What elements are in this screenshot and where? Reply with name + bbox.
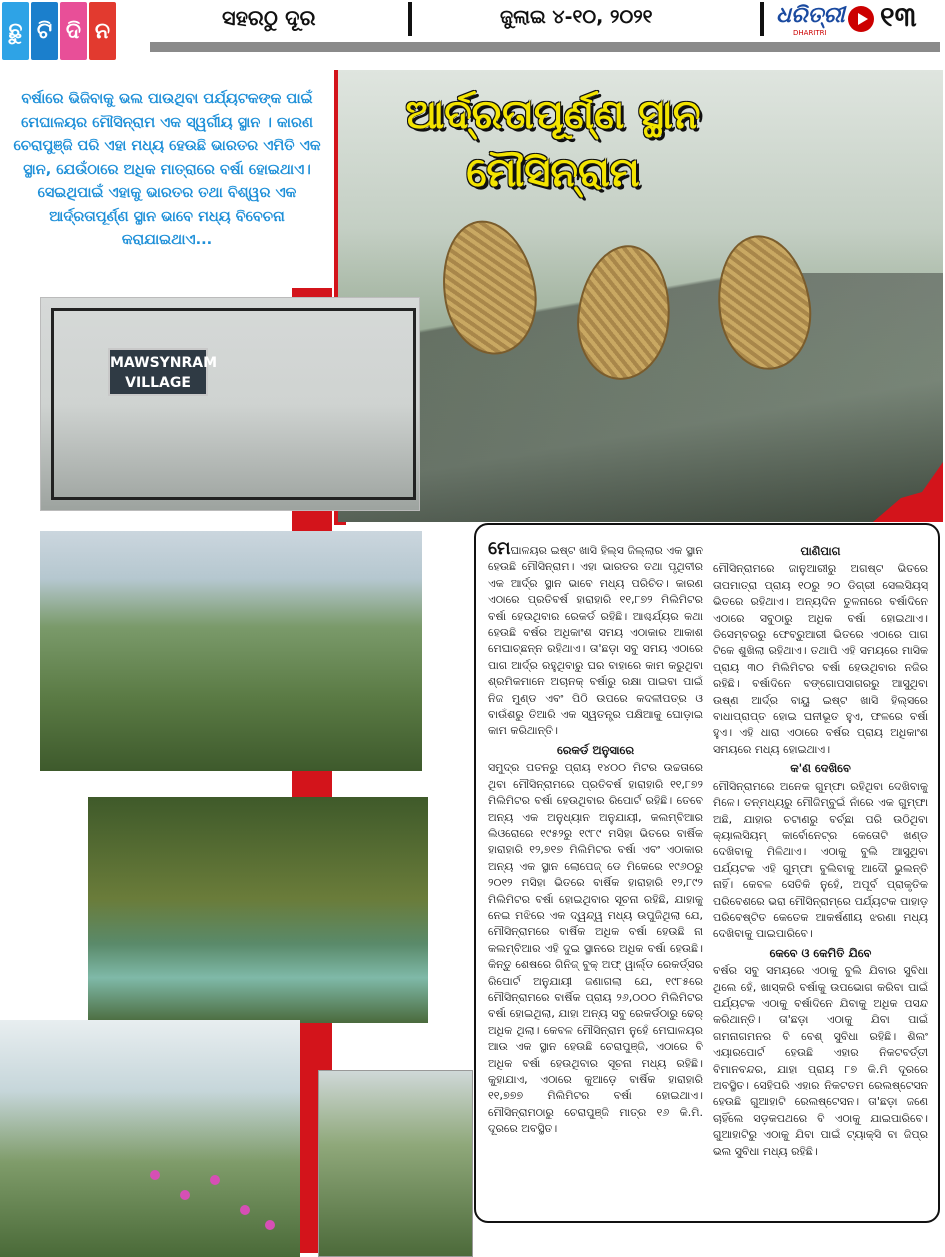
- flower: [240, 1205, 250, 1215]
- headline: [338, 86, 768, 202]
- subheading: ରେକର୍ଡ ଅନୁସାରେ: [556, 742, 635, 757]
- section-tile: ଟି: [31, 2, 58, 60]
- section-tiles: [2, 2, 116, 60]
- section-title: ସହରଠୁ ଦୂର: [222, 6, 316, 30]
- red-splash: [873, 462, 943, 522]
- header-divider: [760, 2, 764, 36]
- basket-umbrella: [432, 213, 546, 362]
- hero-image: [338, 70, 943, 522]
- article-column-1: [488, 541, 703, 1211]
- issue-date: ଜୁଲାଇ ୪-୧୦, ୨୦୨୧: [500, 6, 653, 28]
- basket-umbrella: [571, 241, 677, 385]
- page-header: [0, 0, 945, 62]
- root-bridge-photo: [88, 797, 428, 1023]
- article-paragraph: ମୌସିନ୍‌ରାମରେ ଜାନୁଆରୀରୁ ଅଗଷ୍ଟ ଭିତରେ ତାପମାତ୍ରା ପ୍ରାୟ ୧୦ରୁ ୨୦ ଡିଗ୍ରୀ ସେଲସିୟସ୍ ଭିତରେ ରହିଥାଏ। ଅନ୍ୟଦିନ ତୁଳନାରେ ବର୍ଷାଦିନେ ଏଠାରେ ସବୁଠାରୁ ଅଧିକ ବର୍ଷା ହୋଇଥାଏ। ଡିସେମ୍ବରରୁ ଫେବ୍ରୁଆରୀ ଭିତରେ ଏଠାରେ ପାଗ ଟିକେ ଶୁଖିଲା ରହିଥାଏ। ତଥାପି ଏହି ସମୟରେ ମାସିକ ପ୍ରାୟ ୩୦ ମିଲିମିଟର ବର୍ଷା ହେଉଥିବାର ନଜିର ରହିଛି। ବର୍ଷାଦିନେ ବଙ୍ଗୋପସାଗରରୁ ଆସୁଥିବା ଉଷ୍ଣ ଆର୍ଦ୍ର ବାୟୁ ଇଷ୍ଟ ଖାସି ହିଲ୍ସରେ ବାଧାପ୍ରାପ୍ତ ହୋଇ ଘନୀଭୂତ ହୁଏ, ଫଳରେ ବର୍ଷା ହୁଏ। ଏହି ଧାରା ଏଠାରେ ବର୍ଷର ପ୍ରାୟ ଅଧିକାଂଶ ସମୟରେ ମଧ୍ୟ ହୋଇଥାଏ।: [713, 562, 928, 756]
- photo-frame: [51, 308, 416, 500]
- headline-line-1: ଆର୍ଦ୍ରତାପୂର୍ଣ୍ଣ ସ୍ଥାନ: [405, 92, 701, 138]
- subheading: କେବେ ଓ କେମିତି ଯିବେ: [769, 945, 872, 960]
- section-tile: ଛୁ: [2, 2, 29, 60]
- basket-umbrella: [709, 229, 819, 375]
- section-tile: ଦି: [60, 2, 87, 60]
- header-rule: [150, 42, 940, 52]
- page-number: ୧୩: [880, 0, 917, 33]
- intro-blurb: ବର୍ଷାରେ ଭିଜିବାକୁ ଭଲ ପାଉଥିବା ପର୍ଯ୍ୟଟକଙ୍କ ପାଇଁ ମେଘାଳୟର ମୌସିନ୍‌ରାମ ଏକ ସ୍ୱର୍ଗୀୟ ସ୍ଥାନ । କାରଣ ଚେରାପୁଞ୍ଜି ପରି ଏହା ମଧ୍ୟ ହେଉଛି ଭାରତର ଏମିତି ଏକ ସ୍ଥାନ, ଯେଉଁଠାରେ ଅଧିକ ମାତ୍ରାରେ ବର୍ଷା ହୋଇଥାଏ। ସେଇଥିପାଇଁ ଏହାକୁ ଭାରତର ତଥା ବିଶ୍ୱର ଏକ ଆର୍ଦ୍ରତାପୂର୍ଣ୍ଣ ସ୍ଥାନ ଭାବେ ମଧ୍ୟ ବିବେଚନା କରାଯାଇଥାଏ...: [13, 91, 321, 248]
- play-icon: [848, 6, 874, 32]
- article-paragraph: ସମୁଦ୍ର ପତନରୁ ପ୍ରାୟ ୧୪୦୦ ମିଟର ଉଚ୍ଚତାରେ ଥିବା ମୌସିନ୍‌ରାମରେ ପ୍ରତିବର୍ଷ ହାରାହାରି ୧୧,୮୭୨ ମିଲିମିଟର ବର୍ଷା ହେଉଥିବାର ରିପୋର୍ଟ ରହିଛି। ତେବେ ଅନ୍ୟ ଏକ ଅନୁଧ୍ୟାନ ଅନୁଯାୟୀ, କଲମ୍ବିଆର ଲିଓରୋରେ ୧୯୫୨ରୁ ୧୯୮୯ ମସିହା ଭିତରେ ବାର୍ଷିକ ହାରାହାରି ୧୨,୭୧୭ ମିଲିମିଟର ବର୍ଷା ଏବଂ ଏଠାକାର ଅନ୍ୟ ଏକ ସ୍ଥାନ ଲୋପେଜ୍ ଡେ ମିକେରେ ୧୯୬୦ରୁ ୨୦୧୨ ମସିହା ଭିତରେ ବାର୍ଷିକ ହାରାହାରି ୧୨,୮୯୨ ମିଲିମିଟର ବର୍ଷା ହୋଇଥିବାର ସୂଚନା ରହିଛି, ଯାହାକୁ ନେଇ ମଝିରେ ଏକ ଦ୍ୱନ୍ଦ୍ୱ ମଧ୍ୟ ଉପୁଜିଥିଲା ଯେ, ମୌସିନ୍‌ରାମରେ ବାର୍ଷିକ ଅଧିକ ବର୍ଷା ହେଉଛି ନା କଲମ୍ବିଆର ଏହି ଦୁଇ ସ୍ଥାନରେ ଅଧିକ ବର୍ଷା ହେଉଛି। କିନ୍ତୁ ଶେଷରେ ଗିନିଜ୍ ବୁକ୍ ଅଫ୍ ୱାର୍ଲ୍ଡ ରେକର୍ଡ୍ସର ରିପୋର୍ଟ ଅନୁଯାୟୀ ଜଣାଗଲା ଯେ, ୧୯୮୫ରେ ମୌସିନ୍‌ରାମରେ ବାର୍ଷିକ ପ୍ରାୟ ୨୬,୦୦୦ ମିଲିମିଟର ବର୍ଷା ହୋଇଥିଲା, ଯାହା ଅନ୍ୟ ସବୁ ରେକର୍ଡଠାରୁ ଢେର୍ ଅଧିକ ଥିଲା। କେବଳ ମୌସିନ୍‌ରାମ ନୁହେଁ ମେଘାଳୟର ଆଉ ଏକ ସ୍ଥାନ ହେଉଛି ଚେରାପୁଞ୍ଜି, ଏଠାରେ ବି ଅଧିକ ବର୍ଷା ହେଉଥିବାର ସୂଚନା ମଧ୍ୟ ରହିଛି। କୁହାଯାଏ, ଏଠାରେ କୁଆଡ଼େ ବାର୍ଷିକ ହାରାହାରି ୧୧,୭୭୭ ମିଲିମିଟର ବର୍ଷା ହୋଇଥାଏ। ମୌସିନ୍‌ରାମଠାରୁ ଚେରାପୁଞ୍ଜି ମାତ୍ର ୧୬ କି.ମି. ଦୂରରେ ଅବସ୍ଥିତ।: [488, 761, 703, 1136]
- headline-line-2: ମୌସିନ୍‌ରାମ: [466, 150, 640, 196]
- flower: [265, 1220, 275, 1230]
- article-paragraph: ବର୍ଷର ସବୁ ସମୟରେ ଏଠାକୁ ବୁଲି ଯିବାର ସୁବିଧା ଥିଲେ ହେଁ, ଖାସ୍‌କରି ବର୍ଷାକୁ ଉପଭୋଗ କରିବା ପାଇଁ ପର୍ଯ୍ୟଟକ ଏଠାକୁ ବର୍ଷାଦିନେ ଯିବାକୁ ଅଧିକ ପସନ୍ଦ କରିଥାନ୍ତି। ତା'ଛଡ଼ା ଏଠାକୁ ଯିବା ପାଇଁ ଗମନାଗମନର ବି ବେଶ୍ ସୁବିଧା ରହିଛି। ଶିଲଂ ଏୟାରପୋର୍ଟ ହେଉଛି ଏହାର ନିକଟବର୍ତ୍ତୀ ବିମାନବନ୍ଦର, ଯାହା ପ୍ରାୟ ୮୭ କି.ମି ଦୂରରେ ଅବସ୍ଥିତ। ସେହିପରି ଏହାର ନିକଟତମ ରେଲଷ୍ଟେସନ ହେଉଛି ଗୁଆହାଟି ରେଲଷ୍ଟେସନ। ତା'ଛଡ଼ା ଜଣେ ଚାହିଁଲେ ସଡ଼କପଥରେ ବି ଏଠାକୁ ଯାଇପାରିବେ। ଗୁଆହାଟିରୁ ଏଠାକୁ ଯିବା ପାଇଁ ଟ୍ୟାକ୍ସି ବା ଜିପ୍‌ର ଭଲ ସୁବିଧା ମଧ୍ୟ ରହିଛି।: [713, 964, 928, 1158]
- article-paragraph: [488, 541, 703, 740]
- subheading: ପାଣିପାଗ: [800, 544, 841, 558]
- article-column-2: [713, 541, 928, 1211]
- green-valley-photo: [318, 1070, 473, 1257]
- town-aerial-photo: [40, 531, 422, 771]
- dropcap: ମେ: [488, 541, 511, 559]
- village-signboard: [108, 348, 218, 396]
- header-divider: [408, 2, 412, 36]
- flower: [150, 1170, 160, 1180]
- paragraph-text: ଘାଳୟର ଇଷ୍ଟ ଖାସି ହିଲ୍ସ ଜିଲ୍ଲାର ଏକ ସ୍ଥାନ ହେଉଛି ମୌସିନ୍‌ରାମ। ଏହା ଭାରତର ତଥା ପୃଥିବୀର ଏକ ଆର୍ଦ୍ର ସ୍ଥାନ ଭାବେ ମଧ୍ୟ ପରିଚିତ। କାରଣ ଏଠାରେ ପ୍ରତିବର୍ଷ ହାରାହାରି ୧୧,୮୭୨ ମିଲିମିଟର ବର୍ଷା ହେଉଥିବାର ରେକର୍ଡ ରହିଛି। ଆଶ୍ଚର୍ଯ୍ୟର କଥା ହେଉଛି ବର୍ଷର ଅଧିକାଂଶ ସମୟ ଏଠାକାର ଆକାଶ ମେଘାଚ୍ଛନ୍ନ ରହିଥାଏ। ତା'ଛଡ଼ା ସବୁ ସମୟ ଏଠାରେ ପାଗ ଆର୍ଦ୍ର ରହୁଥିବାରୁ ଘର ବାହାରେ କାମ କରୁଥିବା ଶ୍ରମିକମାନେ ଅଚାନକ୍ ବର୍ଷାରୁ ରକ୍ଷା ପାଇବା ପାଇଁ ନିଜ ମୁଣ୍ଡ ଏବଂ ପିଠି ଉପରେ କଦଳୀପତ୍ର ଓ ବାଉଁଶରୁ ତିଆରି ଏକ ସ୍ୱତନ୍ତ୍ର ପକ୍ଷିଆକୁ ଘୋଡ଼ାଇ କାମ କରିଥାନ୍ତି।: [488, 544, 703, 738]
- sign-line-2: VILLAGE: [125, 375, 191, 391]
- subheading: କ'ଣ ଦେଖିବେ: [790, 761, 851, 776]
- article-box: [474, 523, 940, 1223]
- brand-logo: ଧରିତ୍ରୀ: [776, 3, 845, 28]
- hills-flowers-photo: [0, 1020, 300, 1257]
- article-paragraph: ମୌସିନ୍‌ରାମରେ ଅନେକ ଗୁମ୍ଫା ରହିଥିବା ଦେଖିବାକୁ ମିଳେ। ତନ୍ମଧ୍ୟରୁ ମୌଜିମ୍ବୁଇଁ ନାଁରେ ଏକ ଗୁମ୍ଫା ଅଛି, ଯାହାର ଚଟାଣରୁ ବର୍ଚ୍ଛା ପରି ଉଠିଥିବା କ୍ୟାଲସିୟମ୍ କାର୍ବୋନେଟ୍‌ର କେତୋଟି ଖଣ୍ଡ ଦେଖିବାକୁ ମିଳିଥାଏ। ଏଠାକୁ ବୁଲି ଆସୁଥିବା ପର୍ଯ୍ୟଟକ ଏହି ଗୁମ୍ଫା ବୁଲିବାକୁ ଆଦୌ ଭୁଲନ୍ତି ନାହିଁ। କେବଳ ସେତିକି ନୁହେଁ, ଅପୂର୍ବ ପ୍ରାକୃତିକ ପରିବେଶରେ ଭରା ମୌସିନ୍‌ରାମ୍‌ରେ ପର୍ଯ୍ୟଟକ ପାହାଡ଼ ପରିବେଷ୍ଟିତ କେତେକ ଆକର୍ଷଣୀୟ ଝରଣା ମଧ୍ୟ ଦେଖିବାକୁ ପାଇପାରିବେ।: [713, 779, 928, 941]
- flower: [210, 1175, 220, 1185]
- sign-line-1: MAWSYNRAM: [110, 355, 218, 371]
- section-tile: ନ: [89, 2, 116, 60]
- brand-subtitle: DHARITRI: [793, 29, 827, 37]
- flower: [180, 1190, 190, 1200]
- village-sign-photo: [40, 297, 420, 511]
